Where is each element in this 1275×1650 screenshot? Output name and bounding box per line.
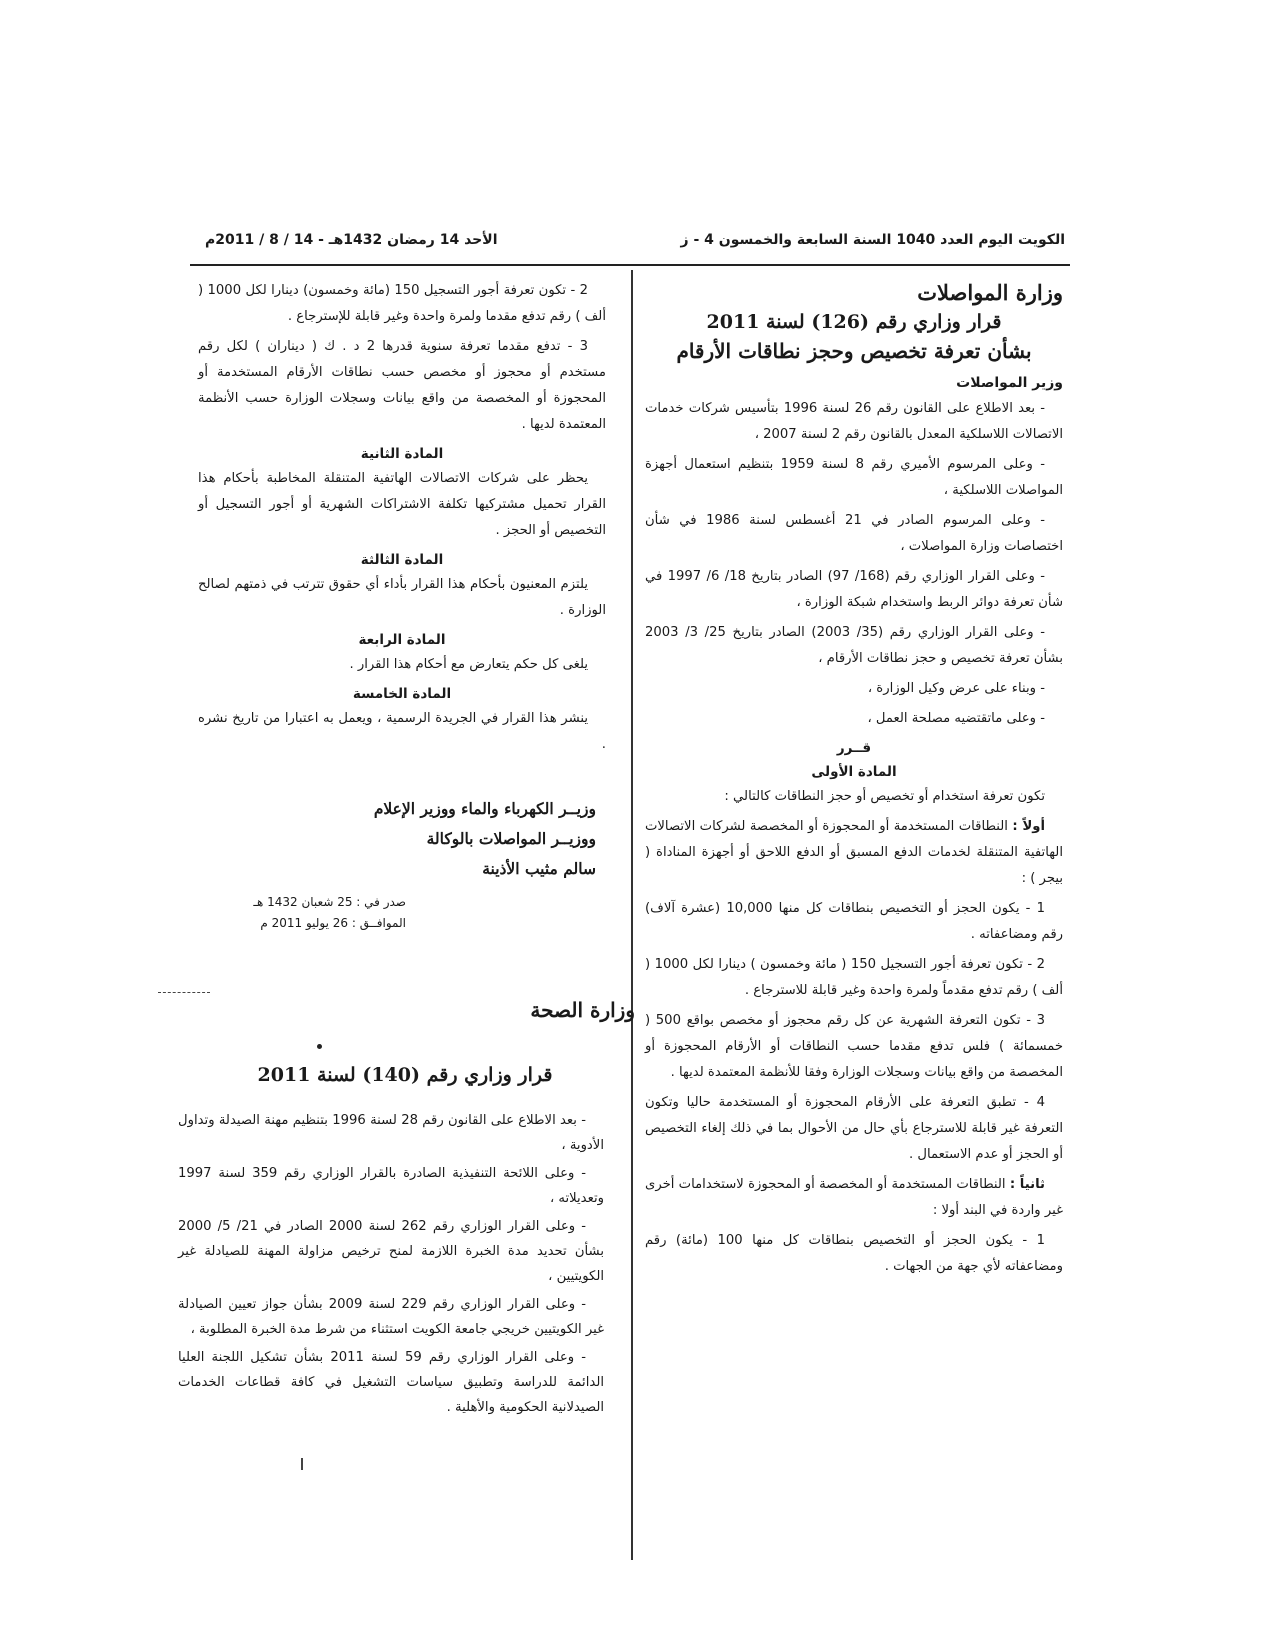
article-one-heading: المادة الأولى [811, 764, 897, 780]
ministry-title-communications: وزارة المواصلات [917, 280, 1063, 305]
article-four-text: يلغى كل حكم يتعارض مع أحكام هذا القرار . [349, 657, 588, 672]
article-five-text: ينشر هذا القرار في الجريدة الرسمية ، ويعمل به اعتبارا من تاريخ نشره . [198, 711, 606, 752]
preamble-item: - وعلى المرسوم الأميري رقم 8 لسنة 1959 بتنظيم استعمال أجهزة المواصلات اللاسلكية ، [645, 457, 1063, 498]
clause-item: 3 - تدفع مقدما تعرفة سنوية قدرها 2 د . ك ( ديناران ) لكل رقم مستخدم أو محجوز أو مخصص حسب نطاقات الأرقام المستخدمة أو المحجوزة أو المخصصة من واقع بيانات وسجلات الوزارة حسب الأنظمة المعتمدة لديها . [198, 339, 606, 432]
separator-rule [158, 992, 210, 993]
clause-item: 2 - تكون تعرفة أجور التسجيل 150 ( مائة وخمسون ) دينارا لكل 1000 ( ألف ) رقم تدفع مقدماً ولمرة واحدة وغير قابلة للاسترجاع . [645, 957, 1063, 998]
preamble-item: - بعد الاطلاع على القانون رقم 28 لسنة 1996 بتنظيم مهنة الصيدلة وتداول الأدوية ، [178, 1113, 604, 1153]
article-five-heading: المادة الخامسة [352, 686, 452, 702]
clause-item: 1 - يكون الحجز أو التخصيص بنطاقات كل منها 10,000 (عشرة آلاف) رقم ومضاعفاته . [645, 901, 1063, 942]
decree-title-126: قرار وزاري رقم (126) لسنة 2011 [706, 311, 1002, 333]
page-header-date: الأحد 14 رمضان 1432هـ - 14 / 8 / 2011م [205, 232, 498, 248]
preamble-item: - وعلى القرار الوزاري رقم 262 لسنة 2000 الصادر في 21/ 5/ 2000 بشأن تحديد مدة الخبرة اللازمة لمنح ترخيص مزاولة المهنة للصيادلة غير الكويتيين ، [178, 1219, 604, 1284]
issue-dates [198, 892, 606, 934]
signature-line: ووزيــر المواصلات بالوكالة [426, 829, 596, 848]
preamble-item: - وعلى اللائحة التنفيذية الصادرة بالقرار الوزاري رقم 359 لسنة 1997 وتعديلاته ، [178, 1166, 604, 1206]
clause-first [645, 814, 1063, 892]
clause-second-text: النطاقات المستخدمة أو المخصصة أو المحجوزة لاستخدامات أخرى غير واردة في البند أولا : [645, 1177, 1063, 1218]
preamble-item: - وعلى القرار الوزاري رقم 229 لسنة 2009 بشأن جواز تعيين الصيادلة غير الكويتيين خريجي جامعة الكويت استثناء من شرط مدة الخبرة المطلوبة ، [178, 1297, 604, 1337]
article-one-intro: تكون تعرفة استخدام أو تخصيص أو حجز النطاقات كالتالي : [724, 789, 1045, 804]
minister-label: وزير المواصلات [956, 375, 1063, 391]
right-column [645, 278, 1063, 1284]
preamble-item: - وعلى القرار الوزاري رقم 59 لسنة 2011 بشأن تشكيل اللجنة العليا الدائمة للدراسة وتطبيق سياسات التشغيل في كافة قطاعات الخدمات الصيدلانية الحكومية والأهلية . [178, 1350, 604, 1415]
clause-item: 1 - يكون الحجز أو التخصيص بنطاقات كل منها 100 (مائة) رقم ومضاعفاته لأي جهة من الجهات . [645, 1233, 1063, 1274]
decree-subject: بشأن تعرفة تخصيص وحجز نطاقات الأرقام [676, 339, 1032, 363]
signature-line: وزيــر الكهرباء والماء ووزير الإعلام [373, 799, 596, 818]
issued-date: صدر في : 25 شعبان 1432 هـ [253, 895, 406, 909]
preamble-item: - وعلى المرسوم الصادر في 21 أغسطس لسنة 1986 في شأن اختصاصات وزارة المواصلات ، [645, 513, 1063, 554]
preamble-item: - وعلى ماتقتضيه مصلحة العمل ، [867, 711, 1045, 726]
header-rule [190, 264, 1070, 266]
preamble-item: - وبناء على عرض وكيل الوزارة ، [867, 681, 1045, 696]
clause-item: 4 - تطبق التعرفة على الأرقام المحجوزة أو المستخدمة حاليا وتكون التعرفة غير قابلة للاسترجاع بأي حال من الأحوال بما في ذلك إلغاء التخصيص أو الحجز أو عدم الاستعمال . [645, 1095, 1063, 1162]
corresponding-date: الموافــق : 26 يوليو 2011 م [260, 916, 406, 930]
article-three-heading: المادة الثالثة [360, 552, 444, 568]
left-column [198, 278, 606, 934]
ministry-title-health: وزارة الصحة [530, 998, 635, 1022]
preamble-item: - بعد الاطلاع على القانون رقم 26 لسنة 1996 بتأسيس شركات خدمات الاتصالات اللاسلكية المعدل بالقانون رقم 2 لسنة 2007 ، [645, 401, 1063, 442]
signatory-name: سالم مثيب الأذينة [482, 859, 596, 878]
health-preamble [178, 1108, 604, 1423]
signature-block [198, 794, 606, 884]
column-divider [631, 270, 633, 1560]
preamble-item: - وعلى القرار الوزاري رقم (168/ 97) الصادر بتاريخ 18/ 6/ 1997 في شأن تعرفة دوائر الربط واستخدام شبكة الوزارة ، [645, 569, 1063, 610]
clause-item: 2 - تكون تعرفة أجور التسجيل 150 (مائة وخمسون) دينارا لكل 1000 ( ألف ) رقم تدفع مقدما ولمرة واحدة وغير قابلة للإسترجاع . [198, 283, 606, 324]
article-two-text: يحظر على شركات الاتصالات الهاتفية المتنقلة المخاطبة بأحكام هذا القرار تحميل مشتركيها تكلفة الاشتراكات الشهرية أو أجور التسجيل أو التخصيص أو الحجز . [198, 471, 606, 538]
decree-title-140: قرار وزاري رقم (140) لسنة 2011 [257, 1064, 553, 1086]
page-header-issue: الكويت اليوم العدد 1040 السنة السابعة والخمسون 4 - ز [680, 232, 1065, 248]
clause-second [645, 1172, 1063, 1224]
clause-item: 3 - تكون التعرفة الشهرية عن كل رقم محجوز أو مخصص بواقع 500 ( خمسمائة ) فلس تدفع مقدما حسب النطاقات أو الأرقام المحجوزة أو المخصصة من واقع بيانات وسجلات الوزارة وفقا للأنظمة المعتمدة لديها . [645, 1013, 1063, 1080]
article-two-heading: المادة الثانية [360, 446, 444, 462]
article-four-heading: المادة الرابعة [358, 632, 446, 648]
clause-second-label: ثانياً : [1009, 1177, 1045, 1192]
decided-heading: قــرر [836, 740, 872, 756]
dot-mark [317, 1044, 322, 1049]
clause-first-text: النطاقات المستخدمة أو المحجوزة أو المخصصة لشركات الاتصالات الهاتفية المتنقلة لخدمات الدفع المسبق أو الدفع اللاحق أو أجهزة المناداة ( بيجر ) : [645, 819, 1063, 886]
scan-mark [301, 1458, 303, 1470]
clause-first-label: أولاً : [1012, 819, 1045, 834]
preamble-item: - وعلى القرار الوزاري رقم (35/ 2003) الصادر بتاريخ 25/ 3/ 2003 بشأن تعرفة تخصيص و حجز نطاقات الأرقام ، [645, 625, 1063, 666]
article-three-text: يلتزم المعنيون بأحكام هذا القرار بأداء أي حقوق تترتب في ذمتهم لصالح الوزارة . [198, 577, 606, 618]
